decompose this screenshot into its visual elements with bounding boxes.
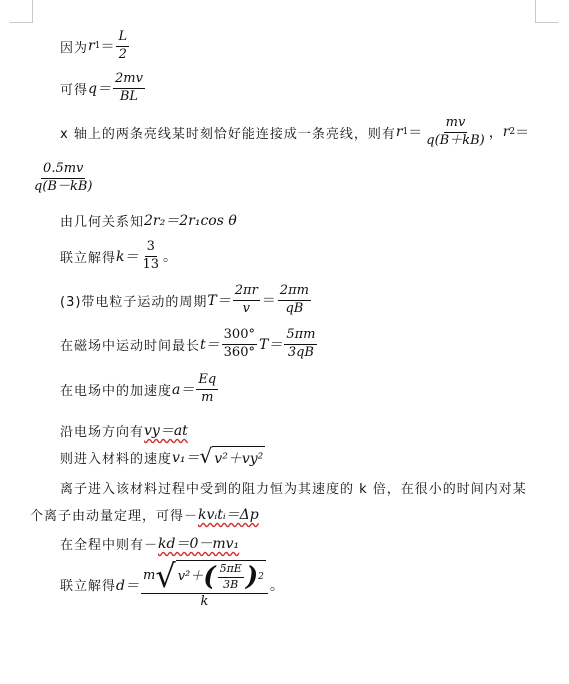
equals: ＝: [261, 293, 276, 310]
radicand-v2: v²＋: [177, 568, 204, 584]
numerator: 0.5mv: [41, 162, 85, 179]
equation-line-period: [60, 284, 313, 317]
label-text: 在全程中则有－: [60, 537, 159, 553]
denominator: 13: [142, 256, 160, 272]
denominator: 3qB: [287, 344, 314, 360]
equals: ＝: [515, 125, 530, 142]
radical-sign: √: [199, 444, 213, 468]
equation-line-full-process: [60, 533, 239, 553]
lhs: k＝: [116, 249, 139, 266]
label-text: (3)带电粒子运动的周期: [60, 294, 208, 310]
expression: kvᵢtᵢ＝Δp: [198, 507, 259, 523]
sub-1: 1: [402, 127, 409, 138]
expression: kd＝0－mv₁: [158, 536, 240, 552]
numerator: L: [116, 30, 129, 47]
var-r: r: [502, 124, 510, 141]
numerator: Eq: [196, 373, 218, 390]
equation-line-geometry: [60, 210, 237, 230]
label-text: 可得: [60, 82, 89, 98]
numerator: 3: [145, 240, 157, 257]
label-text: 沿电场方向有: [60, 424, 145, 440]
equation-line-k: [60, 240, 177, 273]
label-text: 联立解得: [60, 579, 117, 595]
lhs: a＝: [172, 382, 195, 399]
var-r: r: [88, 38, 95, 55]
numerator: 5πm: [284, 328, 317, 345]
fraction-mv-over-qBkB: [424, 116, 486, 149]
denominator: q(B＋kB): [426, 132, 485, 148]
fraction-2mv-over-BL: [113, 72, 145, 105]
lhs: T＝: [207, 293, 231, 310]
exponent: 2: [258, 571, 264, 582]
denominator: m: [201, 389, 214, 405]
label-text: 由几何关系知: [60, 214, 145, 230]
paragraph-text: 离子进入该材料过程中受到的阻力恒为其速度的 k 倍，在很小的时间内对某: [60, 482, 527, 497]
label-text: 则进入材料的速度: [60, 451, 173, 467]
denominator: BL: [119, 88, 139, 104]
equation-line-r1: [60, 30, 131, 63]
equation-line-vy: [60, 420, 188, 440]
paragraph-text: 个离子由动量定理，可得－: [30, 508, 199, 524]
paragraph-momentum: [30, 504, 259, 524]
numerator: 2πr: [233, 284, 260, 301]
fraction-3-over-13: [141, 240, 162, 273]
paragraph-text: x 轴上的两条亮线某时刻恰好能连接成一条亮线，则有: [60, 126, 396, 142]
fraction-d: [141, 557, 268, 610]
lhs: v₁＝: [172, 450, 200, 466]
expression: 2r₂＝2r₁cos θ: [144, 213, 237, 229]
right-paren: ): [245, 562, 259, 592]
equation-line-q: [60, 72, 147, 105]
lhs: q＝: [88, 81, 111, 98]
page-corner-mark-top-right: [535, 0, 558, 23]
square-root: [200, 446, 266, 468]
var-r: r: [395, 124, 403, 141]
numerator: 2mv: [113, 72, 145, 89]
fraction-Eq-over-m: [196, 373, 218, 406]
expression: vy＝at: [144, 423, 188, 439]
denominator: v: [242, 300, 250, 316]
equation-line-v1: [60, 446, 265, 468]
sub-1: 1: [94, 41, 101, 52]
numerator: [141, 557, 268, 595]
label-text: 联立解得: [60, 250, 117, 266]
denominator: qB: [285, 300, 304, 316]
fraction-05mv-over-qBkB: [32, 162, 94, 195]
numerator: 300°: [222, 328, 257, 345]
radicand: [176, 560, 266, 592]
fraction-5piE-over-3B: [218, 563, 244, 591]
left-paren: (: [203, 562, 216, 592]
equation-line-r2-value: [30, 162, 96, 195]
lhs: t＝: [200, 337, 220, 354]
numerator: 5πE: [218, 563, 244, 578]
numerator: 2πm: [278, 284, 311, 301]
equation-line-acceleration: [60, 373, 220, 406]
period: 。: [269, 577, 284, 594]
square-root: [155, 557, 266, 595]
fraction-L-over-2: [116, 30, 129, 63]
denominator: 360°: [223, 344, 255, 360]
fraction-2pir-over-v: [233, 284, 260, 317]
equals: ＝: [408, 125, 423, 142]
lhs: d＝: [116, 577, 139, 594]
numerator-m: m: [142, 567, 156, 583]
label-text: 在磁场中运动时间最长: [60, 338, 201, 354]
period: 。: [163, 249, 178, 266]
fraction-300-over-360: [222, 328, 257, 361]
sub-2: 2: [509, 127, 516, 138]
label-text: 因为: [60, 40, 89, 56]
fraction-2pim-over-qB: [278, 284, 311, 317]
radical-sign: √: [155, 557, 176, 595]
equals: ＝: [100, 39, 115, 56]
denominator: k: [200, 594, 209, 609]
paragraph-bright-lines: x 轴上的两条亮线某时刻恰好能连接成一条亮线，则有 r 1 ＝ $\frac{mv}{q(B+kB)}$ ， r 2 ＝: [60, 115, 530, 148]
equation-line-time: [60, 328, 319, 361]
denominator: 3B: [223, 577, 239, 591]
denominator: 2: [118, 46, 127, 62]
fraction-5pim-over-3qB: [284, 328, 317, 361]
paragraph-resistance: [60, 478, 527, 497]
denominator: q(B－kB): [34, 178, 93, 194]
radicand: v²＋vy²: [212, 446, 265, 468]
label-text: 在电场中的加速度: [60, 383, 173, 399]
page-corner-mark-top-left: [10, 0, 33, 23]
numerator: mv: [444, 116, 468, 133]
equation-line-d: [60, 557, 284, 610]
mid-term: T＝: [258, 337, 283, 354]
